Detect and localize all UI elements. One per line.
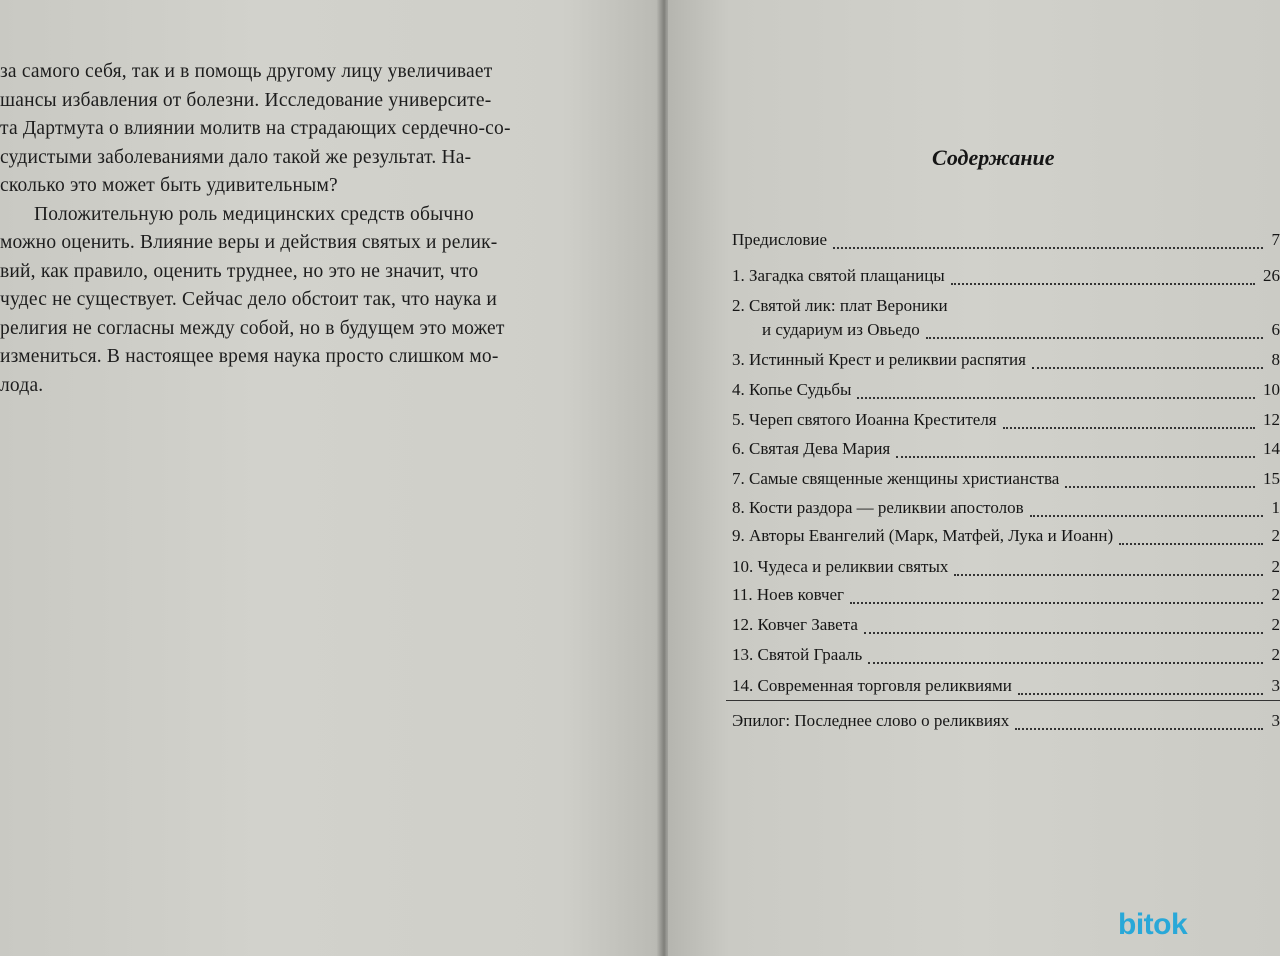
text-line: вий, как правило, оценить труднее, но это не значит, что bbox=[0, 260, 479, 282]
toc-page-number: 3 bbox=[1271, 676, 1280, 695]
toc-entry-label: 14. Современная торговля реликвиями bbox=[732, 676, 1012, 695]
text-line: за самого себя, так и в помощь другому лицу увеличивает bbox=[0, 61, 493, 82]
toc-leader-dots bbox=[1065, 486, 1255, 488]
toc-leader-dots bbox=[951, 283, 1255, 285]
toc-entry-label: Предисловие bbox=[732, 230, 828, 249]
toc-leader-dots bbox=[1032, 367, 1263, 369]
toc-page-number: 26 bbox=[1263, 266, 1280, 285]
toc-entry bbox=[732, 645, 1280, 669]
toc-entry bbox=[732, 615, 1280, 639]
toc-entry-label: 12. Ковчег Завета bbox=[732, 615, 858, 634]
toc-entry bbox=[732, 296, 1280, 320]
toc-entry-label: 7. Самые священные женщины христианства bbox=[732, 469, 1060, 488]
toc-page-number: 1 bbox=[1271, 498, 1280, 517]
toc-page-number: 10 bbox=[1263, 380, 1280, 399]
toc-leader-dots bbox=[896, 456, 1255, 458]
toc-entry bbox=[732, 266, 1280, 290]
toc-leader-dots bbox=[1015, 728, 1263, 730]
text-line: та Дартмута о влиянии молитв на страдающих сердечно-со- bbox=[0, 118, 511, 139]
toc-entry-label: 13. Святой Грааль bbox=[732, 645, 863, 664]
toc-entry-label: и судариум из Овьедо bbox=[762, 320, 920, 339]
toc-page-number: 14 bbox=[1263, 439, 1280, 458]
text-line: Положительную роль медицинских средств обычно bbox=[34, 203, 474, 225]
toc-entry bbox=[732, 711, 1280, 735]
toc-entry-label: 6. Святая Дева Мария bbox=[732, 439, 891, 458]
toc-page-number: 7 bbox=[1271, 230, 1280, 249]
toc-entry-label: 2. Святой лик: плат Вероники bbox=[732, 296, 948, 315]
toc-entry bbox=[732, 526, 1280, 550]
toc-page-number: 12 bbox=[1263, 410, 1280, 429]
toc-entry-label: 9. Авторы Евангелий (Марк, Матфей, Лука и Иоанн) bbox=[732, 526, 1114, 545]
toc-leader-dots bbox=[1003, 427, 1255, 429]
toc-entry-label: 5. Череп святого Иоанна Крестителя bbox=[732, 410, 997, 429]
toc-page-number: 2 bbox=[1271, 585, 1280, 604]
toc-entry-label: 11. Ноев ковчег bbox=[732, 585, 845, 604]
toc-leader-dots bbox=[1119, 543, 1263, 545]
toc-entry-label: 8. Кости раздора — реликвии апостолов bbox=[732, 498, 1024, 517]
toc-leader-dots bbox=[850, 602, 1263, 604]
toc-entry bbox=[732, 676, 1280, 700]
watermark-logo bbox=[1118, 906, 1268, 946]
toc-entry bbox=[732, 380, 1280, 404]
toc-leader-dots bbox=[1018, 693, 1263, 695]
toc-leader-dots bbox=[1030, 515, 1263, 517]
text-line: измениться. В настоящее время наука просто слишком мо- bbox=[0, 346, 499, 367]
toc-entry-label: 10. Чудеса и реликвии святых bbox=[732, 557, 949, 576]
toc-entry bbox=[732, 498, 1280, 522]
text-line: религия не согласны между собой, но в будущем это может bbox=[0, 317, 505, 339]
toc-entry-label: 1. Загадка святой плащаницы bbox=[732, 266, 945, 285]
toc-page-number: 3 bbox=[1271, 711, 1280, 730]
toc-page-number: 2 bbox=[1271, 557, 1280, 576]
toc-leader-dots bbox=[864, 632, 1263, 634]
toc-entry bbox=[732, 320, 1280, 344]
toc-page-number: 8 bbox=[1271, 350, 1280, 369]
toc-leader-dots bbox=[926, 337, 1263, 339]
toc-leader-dots bbox=[868, 662, 1263, 664]
toc-page-number: 6 bbox=[1271, 320, 1280, 339]
text-line: шансы избавления от болезни. Исследование университе- bbox=[0, 89, 492, 111]
right-page bbox=[668, 0, 1280, 956]
toc-page-number: 15 bbox=[1263, 469, 1280, 488]
text-line: можно оценить. Влияние веры и действия святых и релик- bbox=[0, 232, 498, 253]
toc-entry bbox=[732, 350, 1280, 374]
toc-entry bbox=[732, 439, 1280, 463]
show-through-text bbox=[10, 395, 630, 939]
text-line: судистыми заболеваниями дало такой же результат. На- bbox=[0, 146, 472, 168]
toc-page-number: 2 bbox=[1271, 615, 1280, 634]
toc-entry bbox=[732, 410, 1280, 434]
toc-entry bbox=[732, 230, 1280, 254]
toc-entry-label: Эпилог: Последнее слово о реликвиях bbox=[732, 711, 1010, 730]
toc-leader-dots bbox=[857, 397, 1255, 399]
toc-entry bbox=[732, 585, 1280, 609]
toc-entry bbox=[732, 557, 1280, 581]
logo-text: bitok bbox=[1118, 908, 1188, 941]
toc-entry-label: 3. Истинный Крест и реликвии распятия bbox=[732, 350, 1026, 369]
toc-page-number: 2 bbox=[1271, 645, 1280, 664]
toc-page-number: 2 bbox=[1271, 526, 1280, 545]
text-line: сколько это может быть удивительным? bbox=[0, 175, 338, 196]
text-line: лода. bbox=[0, 374, 44, 396]
toc-leader-dots bbox=[954, 574, 1263, 576]
toc-title: Содержание bbox=[932, 145, 1055, 170]
toc-entry bbox=[732, 469, 1280, 493]
body-paragraphs bbox=[0, 58, 590, 400]
toc-entry-label: 4. Копье Судьбы bbox=[732, 380, 852, 399]
toc-leader-dots bbox=[833, 247, 1263, 249]
text-line: чудес не существует. Сейчас дело обстоит так, что наука и bbox=[0, 289, 498, 310]
